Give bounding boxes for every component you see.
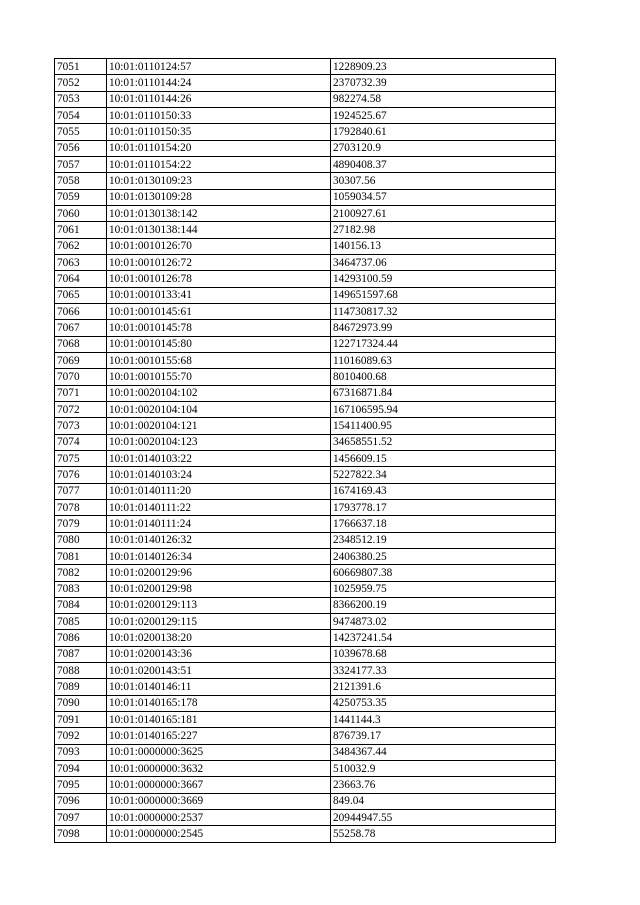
data-table: [54, 58, 556, 843]
table-row: [55, 467, 556, 483]
table-row: [55, 483, 556, 499]
row-amount-cell: 3484367.44: [331, 744, 556, 760]
row-code-cell: 10:01:0130109:23: [107, 173, 331, 189]
row-amount-cell: 23663.76: [331, 777, 556, 793]
table-row: [55, 107, 556, 123]
row-id-cell: 7072: [55, 401, 107, 417]
table-row: [55, 140, 556, 156]
row-code-cell: 10:01:0020104:104: [107, 401, 331, 417]
row-code-cell: 10:01:0020104:123: [107, 434, 331, 450]
table-row: [55, 581, 556, 597]
table-row: [55, 663, 556, 679]
table-row: [55, 499, 556, 515]
table-row: [55, 59, 556, 75]
table-row: [55, 793, 556, 809]
row-id-cell: 7055: [55, 124, 107, 140]
row-code-cell: 10:01:0140165:178: [107, 695, 331, 711]
row-amount-cell: 3324177.33: [331, 663, 556, 679]
row-code-cell: 10:01:0110154:20: [107, 140, 331, 156]
row-amount-cell: 1792840.61: [331, 124, 556, 140]
table-row: [55, 336, 556, 352]
row-id-cell: 7078: [55, 499, 107, 515]
table-row: [55, 189, 556, 205]
row-amount-cell: 1793778.17: [331, 499, 556, 515]
table-row: [55, 679, 556, 695]
row-code-cell: 10:01:0020104:121: [107, 418, 331, 434]
row-id-cell: 7061: [55, 222, 107, 238]
row-amount-cell: 2370732.39: [331, 75, 556, 91]
row-amount-cell: 1766637.18: [331, 516, 556, 532]
table-row: [55, 91, 556, 107]
row-code-cell: 10:01:0140111:24: [107, 516, 331, 532]
row-code-cell: 10:01:0000000:3667: [107, 777, 331, 793]
row-amount-cell: 149651597.68: [331, 287, 556, 303]
table-row: [55, 271, 556, 287]
row-id-cell: 7079: [55, 516, 107, 532]
row-amount-cell: 1924525.67: [331, 107, 556, 123]
row-code-cell: 10:01:0010126:78: [107, 271, 331, 287]
row-code-cell: 10:01:0010155:70: [107, 369, 331, 385]
table-row: [55, 695, 556, 711]
table-row: [55, 205, 556, 221]
row-code-cell: 10:01:0140165:181: [107, 712, 331, 728]
row-amount-cell: 1228909.23: [331, 59, 556, 75]
row-id-cell: 7094: [55, 761, 107, 777]
row-code-cell: 10:01:0000000:3625: [107, 744, 331, 760]
table-row: [55, 728, 556, 744]
row-id-cell: 7092: [55, 728, 107, 744]
row-id-cell: 7083: [55, 581, 107, 597]
row-amount-cell: 15411400.95: [331, 418, 556, 434]
row-id-cell: 7091: [55, 712, 107, 728]
table-row: [55, 761, 556, 777]
row-code-cell: 10:01:0200138:20: [107, 630, 331, 646]
row-id-cell: 7073: [55, 418, 107, 434]
row-id-cell: 7054: [55, 107, 107, 123]
row-code-cell: 10:01:0000000:3669: [107, 793, 331, 809]
table-row: [55, 712, 556, 728]
row-id-cell: 7053: [55, 91, 107, 107]
table-row: [55, 156, 556, 172]
row-id-cell: 7086: [55, 630, 107, 646]
row-code-cell: 10:01:0010126:72: [107, 254, 331, 270]
table-row: [55, 124, 556, 140]
row-id-cell: 7096: [55, 793, 107, 809]
row-id-cell: 7060: [55, 205, 107, 221]
row-code-cell: 10:01:0010126:70: [107, 238, 331, 254]
table-row: [55, 401, 556, 417]
row-id-cell: 7097: [55, 810, 107, 826]
row-code-cell: 10:01:0000000:3632: [107, 761, 331, 777]
row-code-cell: 10:01:0140103:24: [107, 467, 331, 483]
row-code-cell: 10:01:0110124:57: [107, 59, 331, 75]
table-row: [55, 418, 556, 434]
table-row: [55, 385, 556, 401]
row-code-cell: 10:01:0140111:22: [107, 499, 331, 515]
row-amount-cell: 4890408.37: [331, 156, 556, 172]
row-amount-cell: 1456609.15: [331, 450, 556, 466]
row-id-cell: 7087: [55, 646, 107, 662]
row-amount-cell: 34658551.52: [331, 434, 556, 450]
row-code-cell: 10:01:0130109:28: [107, 189, 331, 205]
row-amount-cell: 1059034.57: [331, 189, 556, 205]
row-id-cell: 7067: [55, 320, 107, 336]
table-row: [55, 303, 556, 319]
row-amount-cell: 8010400.68: [331, 369, 556, 385]
table-row: [55, 173, 556, 189]
row-id-cell: 7084: [55, 597, 107, 613]
row-amount-cell: 2703120.9: [331, 140, 556, 156]
row-code-cell: 10:01:0200129:98: [107, 581, 331, 597]
row-code-cell: 10:01:0110150:33: [107, 107, 331, 123]
table-row: [55, 597, 556, 613]
row-id-cell: 7052: [55, 75, 107, 91]
row-amount-cell: 140156.13: [331, 238, 556, 254]
row-id-cell: 7098: [55, 826, 107, 842]
row-code-cell: 10:01:0200143:36: [107, 646, 331, 662]
row-id-cell: 7068: [55, 336, 107, 352]
row-amount-cell: 167106595.94: [331, 401, 556, 417]
row-amount-cell: 84672973.99: [331, 320, 556, 336]
row-amount-cell: 982274.58: [331, 91, 556, 107]
row-amount-cell: 20944947.55: [331, 810, 556, 826]
row-code-cell: 10:01:0110144:26: [107, 91, 331, 107]
row-code-cell: 10:01:0130138:142: [107, 205, 331, 221]
row-amount-cell: 1441144.3: [331, 712, 556, 728]
row-id-cell: 7080: [55, 532, 107, 548]
row-code-cell: 10:01:0140103:22: [107, 450, 331, 466]
row-amount-cell: 55258.78: [331, 826, 556, 842]
row-amount-cell: 8366200.19: [331, 597, 556, 613]
row-code-cell: 10:01:0140111:20: [107, 483, 331, 499]
row-id-cell: 7065: [55, 287, 107, 303]
table-row: [55, 369, 556, 385]
row-code-cell: 10:01:0200129:96: [107, 565, 331, 581]
row-code-cell: 10:01:0110154:22: [107, 156, 331, 172]
table-row: [55, 614, 556, 630]
row-code-cell: 10:01:0140146:11: [107, 679, 331, 695]
table-row: [55, 434, 556, 450]
row-amount-cell: 5227822.34: [331, 467, 556, 483]
row-id-cell: 7082: [55, 565, 107, 581]
row-id-cell: 7057: [55, 156, 107, 172]
row-amount-cell: 4250753.35: [331, 695, 556, 711]
row-id-cell: 7066: [55, 303, 107, 319]
row-id-cell: 7071: [55, 385, 107, 401]
table-row: [55, 810, 556, 826]
row-amount-cell: 14293100.59: [331, 271, 556, 287]
row-amount-cell: 114730817.32: [331, 303, 556, 319]
row-amount-cell: 60669807.38: [331, 565, 556, 581]
table-row: [55, 352, 556, 368]
row-amount-cell: 1025959.75: [331, 581, 556, 597]
table-row: [55, 320, 556, 336]
table-row: [55, 222, 556, 238]
row-id-cell: 7062: [55, 238, 107, 254]
row-code-cell: 10:01:0140126:34: [107, 548, 331, 564]
row-id-cell: 7064: [55, 271, 107, 287]
row-code-cell: 10:01:0110144:24: [107, 75, 331, 91]
row-id-cell: 7059: [55, 189, 107, 205]
row-id-cell: 7090: [55, 695, 107, 711]
row-code-cell: 10:01:0020104:102: [107, 385, 331, 401]
row-id-cell: 7058: [55, 173, 107, 189]
row-code-cell: 10:01:0200129:113: [107, 597, 331, 613]
table-row: [55, 75, 556, 91]
row-amount-cell: 2100927.61: [331, 205, 556, 221]
table-row: [55, 565, 556, 581]
row-code-cell: 10:01:0000000:2537: [107, 810, 331, 826]
row-amount-cell: 510032.9: [331, 761, 556, 777]
table-body: [55, 59, 556, 843]
row-code-cell: 10:01:0010145:78: [107, 320, 331, 336]
table-row: [55, 450, 556, 466]
table-row: [55, 532, 556, 548]
row-code-cell: 10:01:0010133:41: [107, 287, 331, 303]
row-code-cell: 10:01:0130138:144: [107, 222, 331, 238]
row-id-cell: 7088: [55, 663, 107, 679]
row-id-cell: 7095: [55, 777, 107, 793]
row-id-cell: 7056: [55, 140, 107, 156]
row-id-cell: 7074: [55, 434, 107, 450]
row-id-cell: 7051: [55, 59, 107, 75]
row-id-cell: 7089: [55, 679, 107, 695]
row-id-cell: 7075: [55, 450, 107, 466]
table-row: [55, 777, 556, 793]
row-amount-cell: 27182.98: [331, 222, 556, 238]
row-id-cell: 7070: [55, 369, 107, 385]
row-id-cell: 7093: [55, 744, 107, 760]
row-code-cell: 10:01:0010155:68: [107, 352, 331, 368]
row-amount-cell: 122717324.44: [331, 336, 556, 352]
table-row: [55, 287, 556, 303]
table-row: [55, 646, 556, 662]
table-row: [55, 826, 556, 842]
row-id-cell: 7085: [55, 614, 107, 630]
row-code-cell: 10:01:0000000:2545: [107, 826, 331, 842]
row-code-cell: 10:01:0140165:227: [107, 728, 331, 744]
row-amount-cell: 30307.56: [331, 173, 556, 189]
row-id-cell: 7063: [55, 254, 107, 270]
row-id-cell: 7076: [55, 467, 107, 483]
row-id-cell: 7077: [55, 483, 107, 499]
row-code-cell: 10:01:0200129:115: [107, 614, 331, 630]
table-row: [55, 516, 556, 532]
row-amount-cell: 2406380.25: [331, 548, 556, 564]
row-amount-cell: 2348512.19: [331, 532, 556, 548]
table-row: [55, 630, 556, 646]
row-code-cell: 10:01:0110150:35: [107, 124, 331, 140]
table-row: [55, 238, 556, 254]
table-row: [55, 548, 556, 564]
row-amount-cell: 14237241.54: [331, 630, 556, 646]
row-code-cell: 10:01:0010145:61: [107, 303, 331, 319]
row-id-cell: 7069: [55, 352, 107, 368]
table-row: [55, 254, 556, 270]
row-amount-cell: 3464737.06: [331, 254, 556, 270]
row-amount-cell: 2121391.6: [331, 679, 556, 695]
row-amount-cell: 1039678.68: [331, 646, 556, 662]
row-code-cell: 10:01:0010145:80: [107, 336, 331, 352]
row-amount-cell: 9474873.02: [331, 614, 556, 630]
row-id-cell: 7081: [55, 548, 107, 564]
row-amount-cell: 67316871.84: [331, 385, 556, 401]
row-code-cell: 10:01:0140126:32: [107, 532, 331, 548]
row-amount-cell: 849.04: [331, 793, 556, 809]
row-amount-cell: 876739.17: [331, 728, 556, 744]
row-amount-cell: 1674169.43: [331, 483, 556, 499]
table-row: [55, 744, 556, 760]
row-code-cell: 10:01:0200143:51: [107, 663, 331, 679]
row-amount-cell: 11016089.63: [331, 352, 556, 368]
